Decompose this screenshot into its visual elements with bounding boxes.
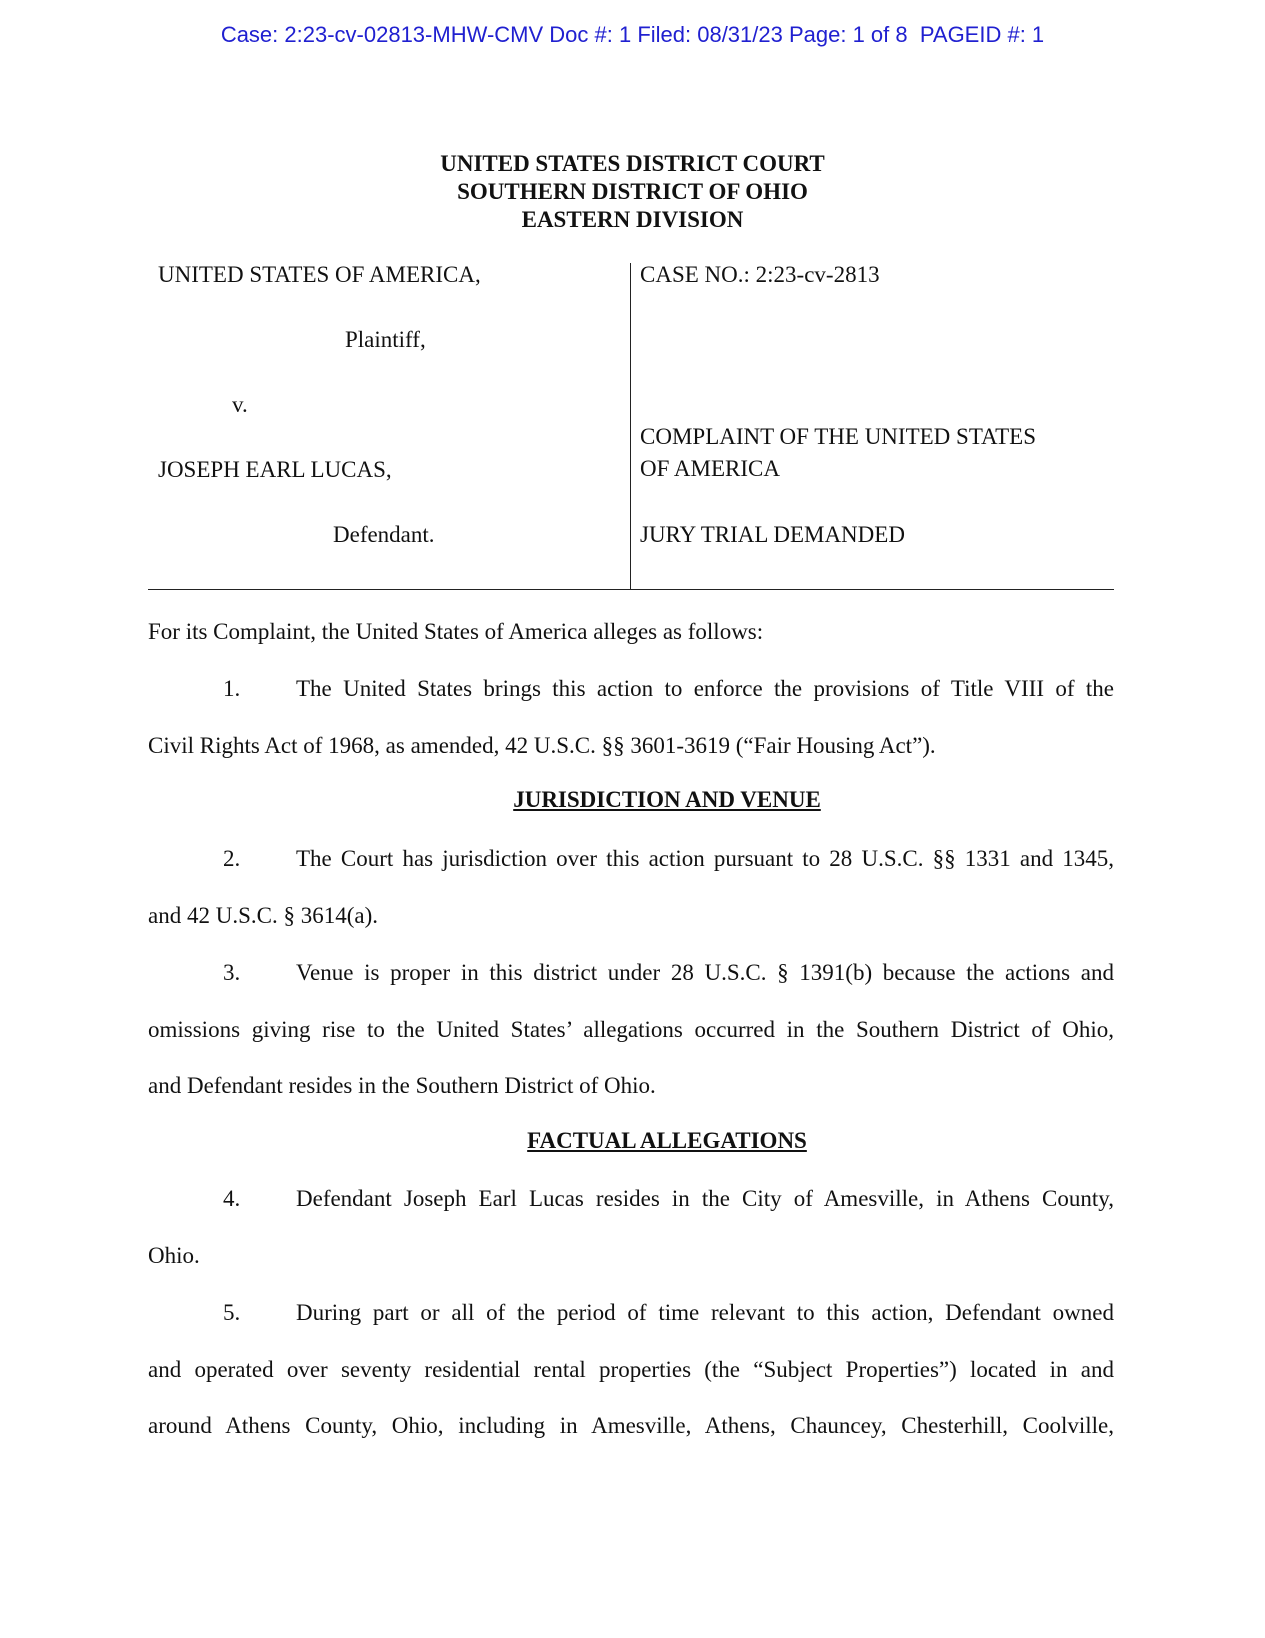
court-name: UNITED STATES DISTRICT COURT: [440, 151, 825, 176]
court-heading: [0, 150, 1265, 234]
court-district: SOUTHERN DISTRICT OF OHIO: [457, 179, 808, 204]
paragraph-line: and operated over seventy residential rental properties (the “Subject Properties”) located in and: [148, 1357, 1114, 1382]
paragraph-first-line: [148, 844, 1114, 874]
paragraph-line: Civil Rights Act of 1968, as amended, 42 U.S.C. §§ 3601-3619 (“Fair Housing Act”).: [148, 733, 936, 758]
paragraph-first-line: [148, 1184, 1114, 1214]
caption-rule: [148, 589, 1114, 590]
paragraph-number: 5.: [223, 1300, 241, 1325]
paragraph-number: 1.: [223, 676, 241, 701]
case-number: CASE NO.: 2:23-cv-2813: [640, 262, 880, 287]
paragraph-number: 3.: [223, 960, 241, 985]
intro-paragraph: For its Complaint, the United States of America alleges as follows:: [148, 619, 764, 644]
paragraph-text: During part or all of the period of time relevant to this action, Defendant owned: [296, 1300, 1114, 1325]
paragraph-number: 2.: [223, 846, 241, 871]
court-division: EASTERN DIVISION: [521, 207, 744, 232]
paragraph-number: 4.: [223, 1186, 241, 1211]
paragraph-text: The Court has jurisdiction over this action pursuant to 28 U.S.C. §§ 1331 and 1345,: [296, 846, 1114, 871]
defendant-role: Defendant.: [333, 522, 435, 547]
paragraph-text: The United States brings this action to enforce the provisions of Title VIII of the: [296, 676, 1114, 701]
paragraph-first-line: [148, 958, 1114, 988]
paragraph-line: around Athens County, Ohio, including in Amesville, Athens, Chauncey, Chesterhill, Coolville,: [148, 1413, 1114, 1438]
paragraph-line: omissions giving rise to the United States’ allegations occurred in the Southern District of Ohio,: [148, 1017, 1114, 1042]
complaint-title-line2: OF AMERICA: [640, 456, 780, 481]
paragraph-text: Defendant Joseph Earl Lucas resides in the City of Amesville, in Athens County,: [296, 1186, 1114, 1211]
heading-jurisdiction-venue: JURISDICTION AND VENUE: [513, 787, 821, 812]
paragraph-line: and 42 U.S.C. § 3614(a).: [148, 903, 378, 928]
versus-label: v.: [232, 392, 248, 417]
heading-factual-allegations: FACTUAL ALLEGATIONS: [527, 1128, 807, 1153]
jury-demand: JURY TRIAL DEMANDED: [640, 522, 905, 547]
complaint-title-line1: COMPLAINT OF THE UNITED STATES: [640, 424, 1036, 449]
paragraph-first-line: [148, 674, 1114, 704]
caption-divider: [630, 263, 631, 590]
plaintiff-role: Plaintiff,: [345, 327, 426, 352]
paragraph-line: Ohio.: [148, 1243, 200, 1268]
defendant-name: JOSEPH EARL LUCAS,: [158, 457, 392, 482]
paragraph-line: and Defendant resides in the Southern District of Ohio.: [148, 1073, 656, 1098]
plaintiff-name: UNITED STATES OF AMERICA,: [158, 262, 481, 287]
paragraph-text: Venue is proper in this district under 28 U.S.C. § 1391(b) because the actions and: [296, 960, 1114, 985]
paragraph-first-line: [148, 1298, 1114, 1328]
ecf-header-stamp: Case: 2:23-cv-02813-MHW-CMV Doc #: 1 Filed: 08/31/23 Page: 1 of 8 PAGEID #: 1: [220, 22, 1045, 47]
